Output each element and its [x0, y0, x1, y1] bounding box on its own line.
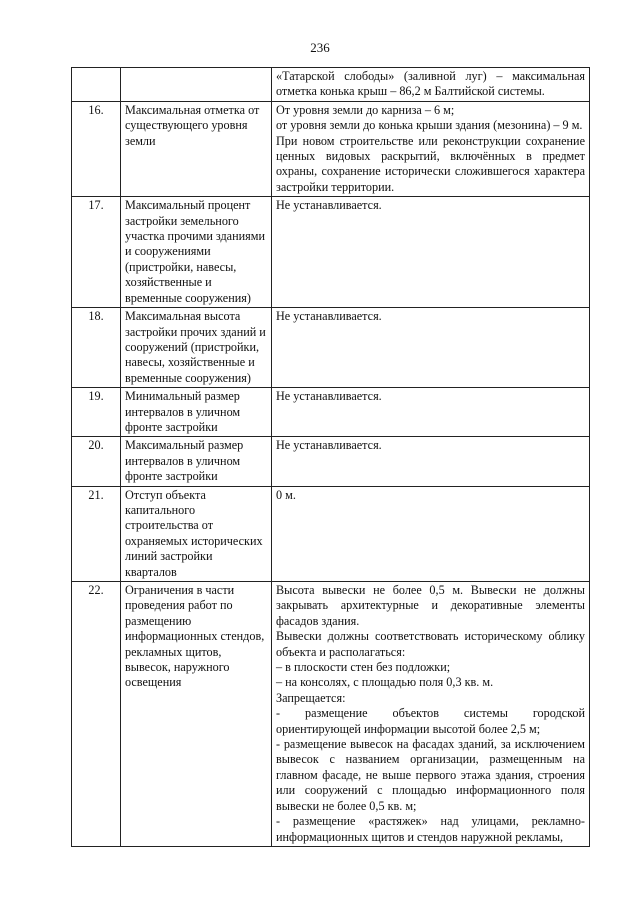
- table-row: [72, 308, 590, 388]
- parameter-value: [272, 437, 590, 486]
- parameter-name: Ограничения в части проведения работ по размещению информационных стендов, рекламных щитов, вывесок, наружного освещения: [121, 582, 272, 847]
- value-paragraph: Не устанавливается.: [276, 389, 382, 404]
- row-number: 19.: [72, 388, 121, 437]
- value-paragraph: Запрещается:: [276, 690, 346, 705]
- parameter-value: [272, 68, 590, 102]
- page-number: 236: [310, 40, 330, 55]
- row-number: [72, 68, 121, 102]
- table-row: [72, 582, 590, 847]
- value-paragraph: От уровня земли до карниза – 6 м;: [276, 102, 455, 117]
- table-row: [72, 437, 590, 486]
- parameter-name: Максимальный процент застройки земельного участка прочими зданиями и сооружениями (пристройки, навесы, хозяйственные и временные сооружения): [121, 197, 272, 308]
- row-number: 18.: [72, 308, 121, 388]
- table-row: [72, 197, 590, 308]
- value-paragraph: При новом строительстве или реконструкции сохранение ценных видовых раскрытий, включённых в предмет охраны, сохранение исторически сложившегося характера застройки территории.: [276, 133, 585, 194]
- parameter-value: [272, 197, 590, 308]
- value-paragraph: - размещение объектов системы городской ориентирующей информации высотой более 2,5 м;: [276, 706, 585, 736]
- value-paragraph: Не устанавливается.: [276, 198, 382, 213]
- value-paragraph: от уровня земли до конька крыши здания (мезонина) – 9 м.: [276, 118, 583, 133]
- row-number: 17.: [72, 197, 121, 308]
- row-number: 20.: [72, 437, 121, 486]
- parameter-name: Максимальный размер интервалов в уличном фронте застройки: [121, 437, 272, 486]
- table-row: [72, 388, 590, 437]
- regulations-table-body: [72, 68, 590, 847]
- regulations-table: [71, 67, 590, 847]
- parameter-value: [272, 101, 590, 196]
- table-row: [72, 486, 590, 581]
- value-paragraph: – в плоскости стен без подложки;: [276, 660, 451, 675]
- value-paragraph: Не устанавливается.: [276, 438, 382, 453]
- parameter-value: [272, 486, 590, 581]
- value-paragraph: – на консолях, с площадью поля 0,3 кв. м.: [276, 675, 494, 690]
- row-number: 16.: [72, 101, 121, 196]
- value-paragraph: Вывески должны соответствовать историческому облику объекта и располагаться:: [276, 629, 585, 659]
- value-paragraph: Высота вывески не более 0,5 м. Вывески не должны закрывать архитектурные и декоративные элементы фасадов здания.: [276, 583, 585, 628]
- parameter-value: [272, 582, 590, 847]
- parameter-name: Минимальный размер интервалов в уличном фронте застройки: [121, 388, 272, 437]
- value-paragraph: «Татарской слободы» (заливной луг) – максимальная отметка конька крыш – 86,2 м Балтийской системы.: [276, 69, 585, 99]
- table-row: [72, 101, 590, 196]
- value-paragraph: - размещение «растяжек» над улицами, рекламно-информационных щитов и стендов наружной рекламы,: [276, 814, 585, 844]
- parameter-value: [272, 308, 590, 388]
- parameter-name: Максимальная отметка от существующего уровня земли: [121, 101, 272, 196]
- parameter-value: [272, 388, 590, 437]
- value-paragraph: 0 м.: [276, 487, 296, 502]
- parameter-name: [121, 68, 272, 102]
- table-row: [72, 68, 590, 102]
- value-paragraph: Не устанавливается.: [276, 309, 382, 324]
- row-number: 21.: [72, 486, 121, 581]
- parameter-name: Максимальная высота застройки прочих зданий и сооружений (пристройки, навесы, хозяйственные и временные сооружения): [121, 308, 272, 388]
- row-number: 22.: [72, 582, 121, 847]
- parameter-name: Отступ объекта капитального строительства от охраняемых исторических линий застройки кварталов: [121, 486, 272, 581]
- value-paragraph: - размещение вывесок на фасадах зданий, за исключением вывесок с названием организации, размещенным на главном фасаде, не выше первого этажа здания, строения или сооружений с площадью информационного поля вывески не более 0,5 кв. м;: [276, 737, 585, 813]
